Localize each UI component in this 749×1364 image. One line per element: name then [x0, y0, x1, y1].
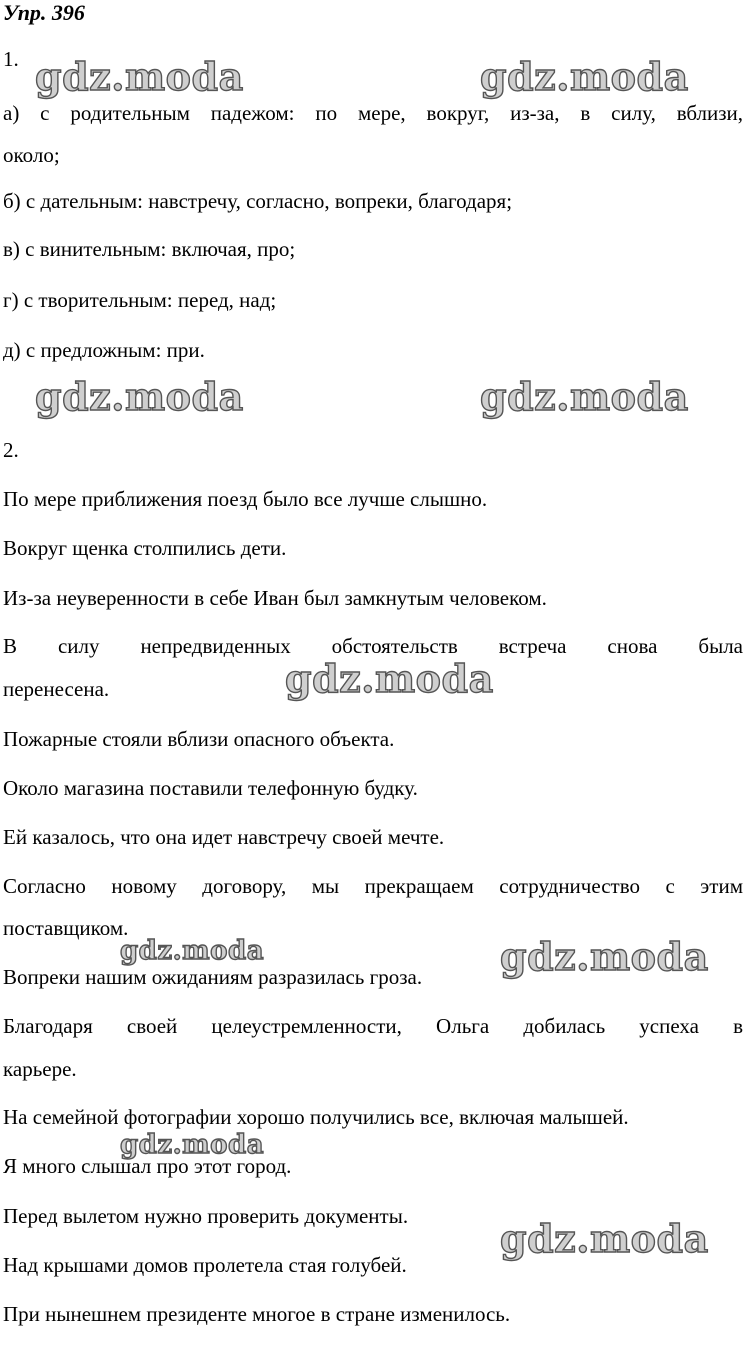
sentence: В силу непредвиденных обстоятельств встреча снова была: [3, 634, 743, 658]
case-item-accusative: в) с винительным: включая, про;: [3, 237, 296, 261]
sentence: Вокруг щенка столпились дети.: [3, 536, 287, 560]
sentence: При нынешнем президенте многое в стране изменилось.: [3, 1302, 511, 1326]
watermark: gdz.moda: [500, 1216, 709, 1261]
watermark: gdz.moda: [35, 54, 244, 99]
sentence: Благодаря своей целеустремленности, Ольга добилась успеха в: [3, 1014, 743, 1038]
case-item-instrumental: г) с творительным: перед, над;: [3, 288, 277, 312]
sentence: Согласно новому договору, мы прекращаем сотрудничество с этим: [3, 874, 743, 898]
watermark: gdz.moda: [120, 1130, 265, 1160]
exercise-title: Упр. 396: [3, 0, 85, 25]
watermark: gdz.moda: [480, 54, 689, 99]
sentence: По мере приближения поезд было все лучше слышно.: [3, 487, 488, 511]
watermark: gdz.moda: [500, 934, 709, 979]
case-item-dative: б) с дательным: навстречу, согласно, вопреки, благодаря;: [3, 189, 513, 213]
sentence: Пожарные стояли вблизи опасного объекта.: [3, 727, 395, 751]
case-item-prepositional: д) с предложным: при.: [3, 338, 205, 362]
section-1-number: 1.: [3, 47, 19, 71]
section-2-number: 2.: [3, 438, 19, 462]
sentence: Из-за неуверенности в себе Иван был замкнутым человеком.: [3, 586, 547, 610]
sentence-cont: карьере.: [3, 1057, 77, 1081]
sentence: Вопреки нашим ожиданиям разразилась гроза.: [3, 965, 423, 989]
case-item-genitive-cont: около;: [3, 143, 60, 167]
watermark: gdz.moda: [285, 656, 494, 701]
watermark: gdz.moda: [480, 374, 689, 419]
sentence-cont: перенесена.: [3, 677, 110, 701]
sentence: Я много слышал про этот город.: [3, 1154, 292, 1178]
sentence: Перед вылетом нужно проверить документы.: [3, 1204, 409, 1228]
sentence: Ей казалось, что она идет навстречу своей мечте.: [3, 825, 445, 849]
sentence: Над крышами домов пролетела стая голубей.: [3, 1253, 407, 1277]
sentence: На семейной фотографии хорошо получились все, включая малышей.: [3, 1105, 629, 1129]
sentence: Около магазина поставили телефонную будку.: [3, 776, 418, 800]
watermark: gdz.moda: [35, 374, 244, 419]
case-item-genitive: а) с родительным падежом: по мере, вокруг, из-за, в силу, вблизи,: [3, 101, 743, 125]
sentence-cont: поставщиком.: [3, 916, 129, 940]
watermark: gdz.moda: [120, 936, 265, 966]
